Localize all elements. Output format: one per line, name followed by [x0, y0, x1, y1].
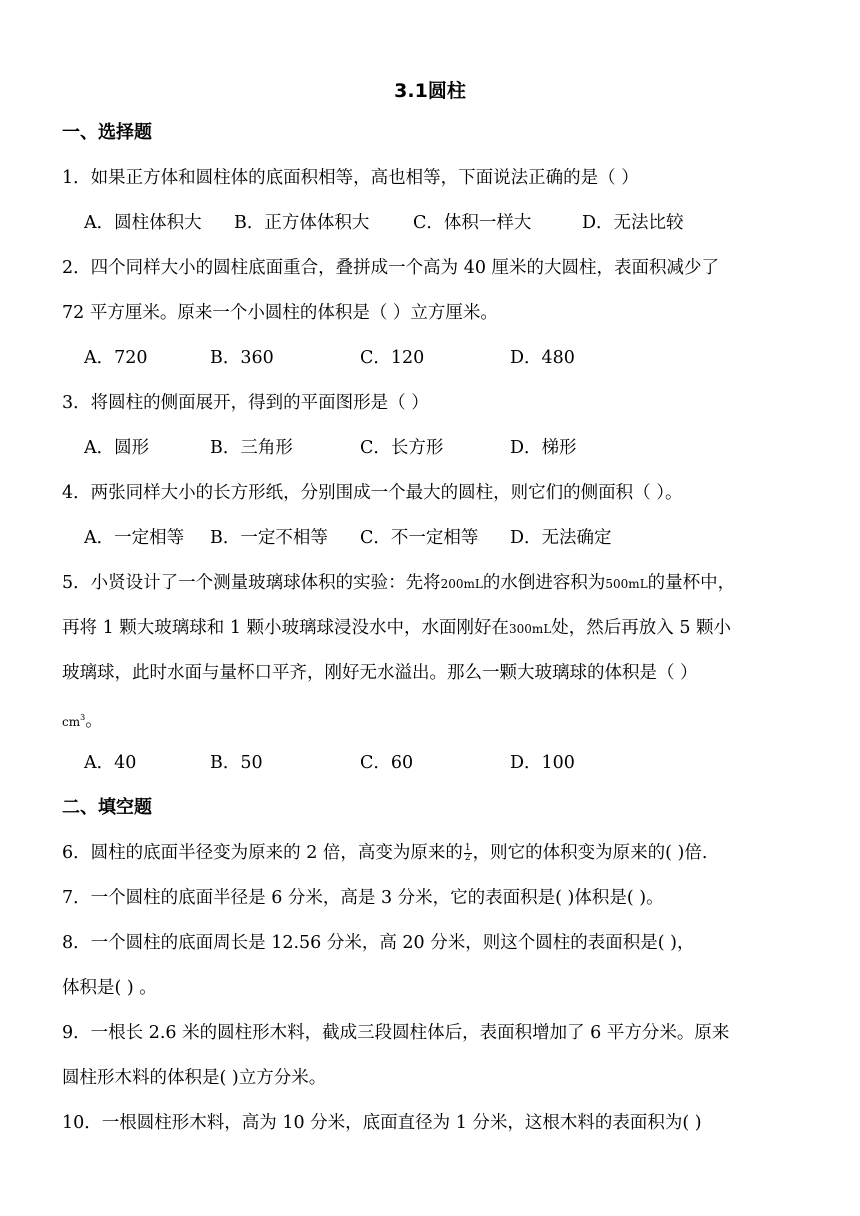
option-d: D．无法比较 [582, 213, 684, 233]
option-a: A．720 [84, 348, 148, 368]
question-9-line-1: 9．一根长 2.6 米的圆柱形木料，截成三段圆柱体后，表面积增加了 6 平方分米。原来 [62, 1023, 730, 1043]
question-4: 4．两张同样大小的长方形纸，分别围成一个最大的圆柱，则它们的侧面积（ ）。 [62, 483, 683, 503]
question-5-line-2 [62, 616, 822, 641]
q5-text-b: 的水倒进容积为 [482, 573, 606, 593]
question-10: 10．一根圆柱形木料，高为 10 分米，底面直径为 1 分米，这根木料的表面积为( ) [62, 1113, 702, 1133]
option-d: D．无法确定 [510, 528, 612, 548]
option-b: B．一定不相等 [210, 528, 328, 548]
page-title: 3.1圆柱 [394, 80, 466, 102]
option-c: C．体积一样大 [413, 213, 532, 233]
q5-volume-300: 300mL [509, 622, 552, 636]
option-c: C．60 [360, 753, 414, 773]
question-8-line-1: 8．一个圆柱的底面周长是 12.56 分米，高 20 分米，则这个圆柱的表面积是( )， [62, 933, 695, 953]
option-b: B．360 [210, 348, 274, 368]
option-c: C．不一定相等 [360, 528, 479, 548]
option-a: A．圆形 [84, 438, 150, 458]
question-8-line-2: 体积是( ) 。 [62, 978, 157, 998]
q6-text-a: 6．圆柱的底面半径变为原来的 2 倍，高变为原来的 [62, 843, 463, 863]
fraction-one-half [464, 844, 472, 863]
section-heading-fill-in: 二、填空题 [62, 797, 152, 818]
q5-text-d: 再将 1 颗大玻璃球和 1 颗小玻璃球浸没水中，水面刚好在 [62, 618, 510, 638]
fraction-numerator: 1 [464, 843, 471, 853]
option-a: A．一定相等 [84, 528, 185, 548]
q5-text-e: 处，然后再放入 5 颗小 [551, 618, 732, 638]
option-d: D．梯形 [510, 438, 577, 458]
question-2-line-2: 72 平方厘米。原来一个小圆柱的体积是（ ）立方厘米。 [62, 303, 498, 323]
option-b: B．50 [210, 753, 263, 773]
option-a: A．40 [84, 753, 137, 773]
question-7: 7．一个圆柱的底面半径是 6 分米，高是 3 分米，它的表面积是( )体积是( )。 [62, 888, 664, 908]
q5-volume-500: 500mL [605, 577, 648, 591]
q5-text-a: 5．小贤设计了一个测量玻璃球体积的实验：先将 [62, 573, 441, 593]
q5-period: 。 [85, 711, 103, 731]
option-d: D．480 [510, 348, 575, 368]
option-d: D．100 [510, 753, 575, 773]
q6-text-b: ，则它的体积变为原来的( )倍. [472, 843, 708, 863]
question-6 [62, 841, 822, 865]
q5-volume-200: 200mL [440, 577, 483, 591]
q5-unit-superscript: 3 [80, 713, 86, 722]
fraction-denominator: 2 [464, 853, 471, 863]
section-heading-choice: 一、选择题 [62, 122, 152, 143]
q5-unit: cm [62, 715, 81, 729]
option-b: B．三角形 [210, 438, 293, 458]
question-5-line-3: 玻璃球，此时水面与量杯口平齐，刚好无水溢出。那么一颗大玻璃球的体积是（ ） [62, 663, 698, 683]
option-b: B．正方体体积大 [234, 213, 370, 233]
option-c: C．120 [360, 348, 425, 368]
question-5-line-4 [62, 706, 822, 734]
question-5-line-1 [62, 571, 822, 596]
q5-text-c: 的量杯中， [647, 573, 736, 593]
option-a: A．圆柱体积大 [84, 213, 202, 233]
option-c: C．长方形 [360, 438, 444, 458]
question-2-line-1: 2．四个同样大小的圆柱底面重合，叠拼成一个高为 40 厘米的大圆柱，表面积减少了 [62, 258, 720, 278]
question-1: 1．如果正方体和圆柱体的底面积相等，高也相等，下面说法正确的是（ ） [62, 168, 639, 188]
question-3: 3．将圆柱的侧面展开，得到的平面图形是（ ） [62, 393, 429, 413]
question-9-line-2: 圆柱形木料的体积是( )立方分米。 [62, 1068, 327, 1088]
